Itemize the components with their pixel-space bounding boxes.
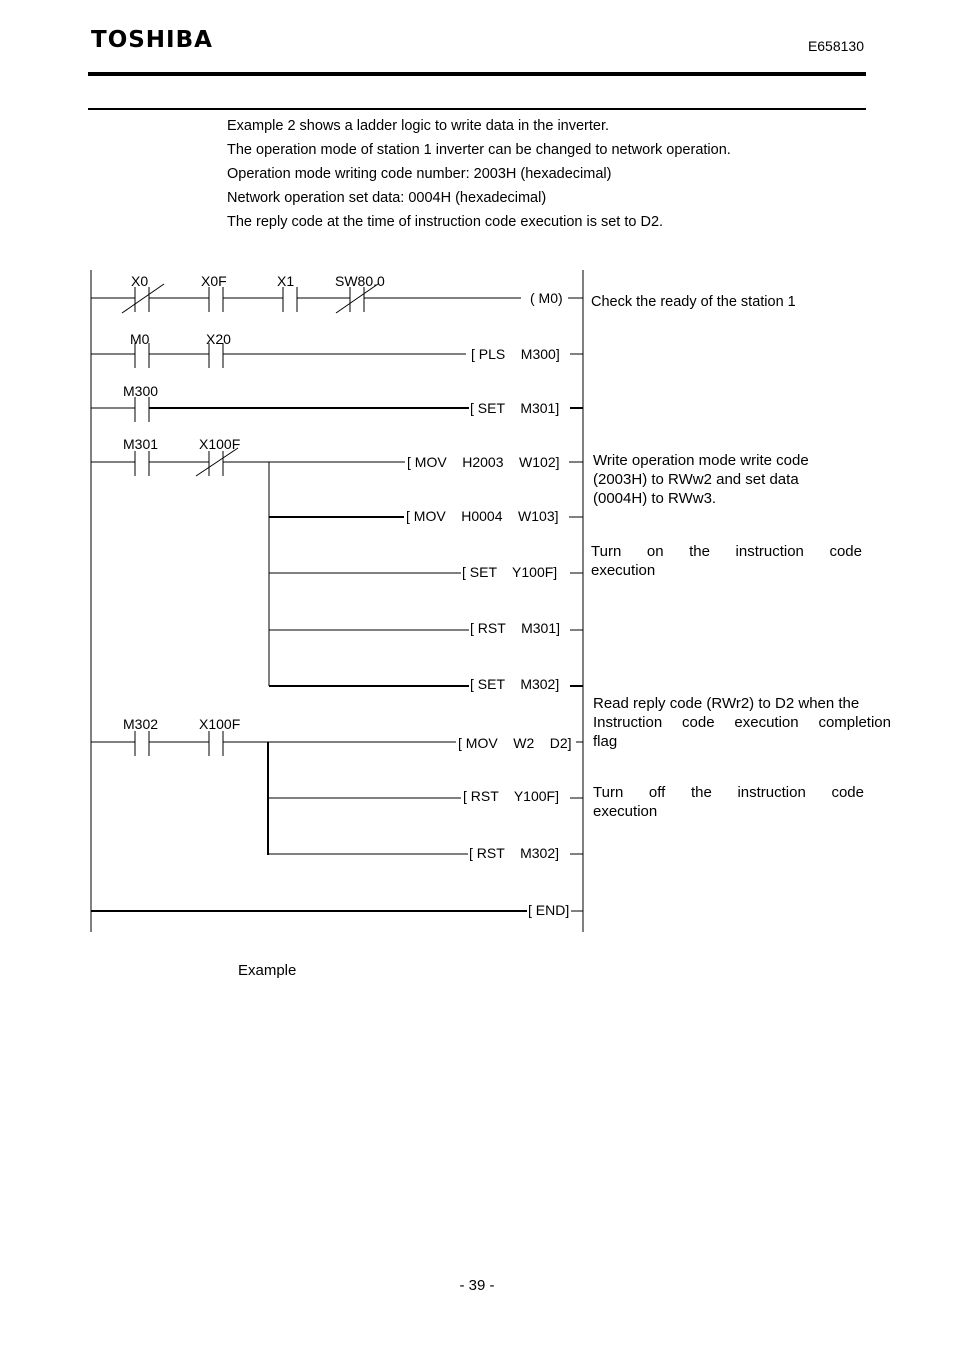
- intro-line: Network operation set data: 0004H (hexadecimal): [227, 190, 547, 206]
- note-line: (2003H) to RWw2 and set data: [593, 471, 799, 488]
- note-line: Turn off the instruction code: [593, 784, 864, 801]
- instruction-label: [ MOV W2 D2]: [458, 735, 572, 751]
- contact-label: X1: [277, 273, 295, 289]
- note-line: flag: [593, 733, 618, 750]
- intro-line: The operation mode of station 1 inverter can be changed to network operation.: [227, 142, 731, 158]
- intro-line: The reply code at the time of instruction code execution is set to D2.: [227, 214, 664, 230]
- contact-label: X0F: [201, 273, 227, 289]
- intro-line: Operation mode writing code number: 2003H (hexadecimal): [227, 166, 612, 182]
- note-line: Instruction code execution completion: [593, 714, 891, 731]
- instruction-label: [ MOV H0004 W103]: [406, 508, 559, 524]
- note-line: (0004H) to RWw3.: [593, 490, 717, 507]
- note-line: execution: [591, 562, 656, 579]
- note-turn-on: [591, 542, 862, 580]
- contact-label: M300: [123, 383, 159, 399]
- instruction-label: [ SET M302]: [470, 676, 560, 692]
- contact-label: M302: [123, 716, 159, 732]
- contact-label: SW80.0: [335, 273, 385, 289]
- toshiba-logo: TOSHIBA: [91, 27, 213, 53]
- contact-label: X0: [131, 273, 149, 289]
- note-line: Read reply code (RWr2) to D2 when the: [593, 695, 860, 712]
- contact-label: M0: [130, 331, 150, 347]
- figure-caption: Example: [238, 962, 297, 979]
- instruction-label: [ END]: [528, 902, 570, 918]
- intro-line: Example 2 shows a ladder logic to write data in the inverter.: [227, 118, 610, 134]
- contact-label: X100F: [199, 436, 241, 452]
- instruction-label: [ MOV H2003 W102]: [407, 454, 560, 470]
- instruction-label: [ RST Y100F]: [463, 788, 559, 804]
- note-line: Write operation mode write code: [593, 452, 809, 469]
- note-turn-off: [593, 783, 864, 821]
- note-check-ready: [591, 293, 796, 312]
- contact-label: M301: [123, 436, 159, 452]
- instruction-label: [ SET M301]: [470, 400, 560, 416]
- instruction-label: ( M0): [530, 290, 563, 306]
- contact-label: X100F: [199, 716, 241, 732]
- page-number: - 39 -: [459, 1277, 495, 1294]
- note-read-reply: [593, 694, 891, 751]
- instruction-label: [ PLS M300]: [471, 346, 560, 362]
- note-line: Check the ready of the station 1: [591, 294, 796, 310]
- note-line: execution: [593, 803, 658, 820]
- instruction-label: [ RST M301]: [470, 620, 560, 636]
- instruction-label: [ RST M302]: [469, 845, 559, 861]
- instruction-label: [ SET Y100F]: [462, 564, 558, 580]
- document-number: E658130: [807, 38, 864, 54]
- note-write-mode: [593, 451, 809, 508]
- note-line: Turn on the instruction code: [591, 543, 862, 560]
- contact-label: X20: [206, 331, 231, 347]
